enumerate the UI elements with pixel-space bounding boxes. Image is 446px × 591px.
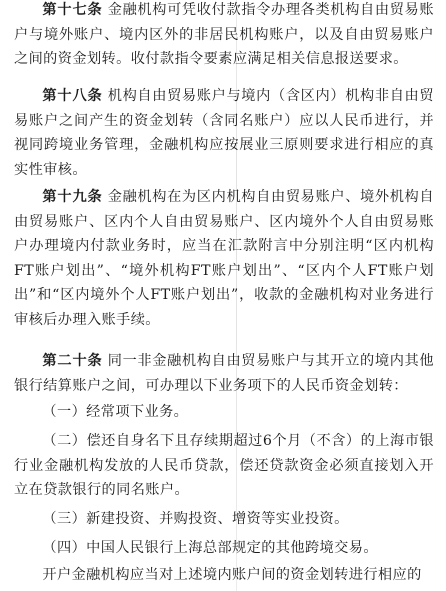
closing-paragraph: 开户金融机构应当对上述境内账户间的资金划转进行相应的	[42, 567, 422, 583]
article-19-text: 金融机构在为区内机构自由贸易账户、境外机构自由贸易账户、区内个人自由贸易账户、区内境外个人自由贸易账户办理境内付款业务时，应当在汇款附言中分别注明“区内机构FT账户划出”、“境外机构FT账户划出”、“区内个人FT账户划出”和“区内境外个人FT账户划出”，收款的金融机构对业务进行审核后办理入账手续。	[14, 189, 434, 328]
article-20-item-2: （二）偿还自身名下且存续期超过6个月（不含）的上海市银行业金融机构发放的人民币贷款，偿还贷款资金必须直接划入开立在贷款银行的同名账户。	[14, 433, 434, 499]
article-17-paragraph	[14, 0, 434, 72]
article-17-text: 金融机构可凭收付款指令办理各类机构自由贸易账户与境外账户、境内区外的非居民机构账户，以及自由贸易账户之间的资金划转。收付款指令要素应满足相关信息报送要求。	[14, 2, 434, 68]
article-19-paragraph	[14, 185, 434, 333]
article-20-text: 同一非金融机构自由贸易账户与其开立的境内其他银行结算账户之间，可办理以下业务项下的人民币资金划转：	[14, 353, 434, 394]
article-20-heading: 第二十条	[42, 353, 103, 369]
article-20-item-1: （一）经常项下业务。	[42, 404, 189, 420]
article-19-heading: 第十九条	[42, 189, 103, 205]
article-18-text: 机构自由贸易账户与境内（含区内）机构非自由贸易账户之间产生的资金划转（含同名账户）应以人民币进行，并视同跨境业务管理，金融机构应按展业三原则要求进行相应的真实性审核。	[14, 88, 434, 178]
article-18-heading: 第十八条	[42, 88, 103, 104]
article-17-heading: 第十七条	[42, 2, 103, 18]
article-20-item-3: （三）新建投资、并购投资、增资等实业投资。	[42, 511, 349, 527]
article-20-paragraph	[14, 349, 434, 398]
article-18-paragraph	[14, 84, 434, 182]
article-20-item-4: （四）中国人民银行上海总部规定的其他跨境交易。	[42, 540, 378, 556]
